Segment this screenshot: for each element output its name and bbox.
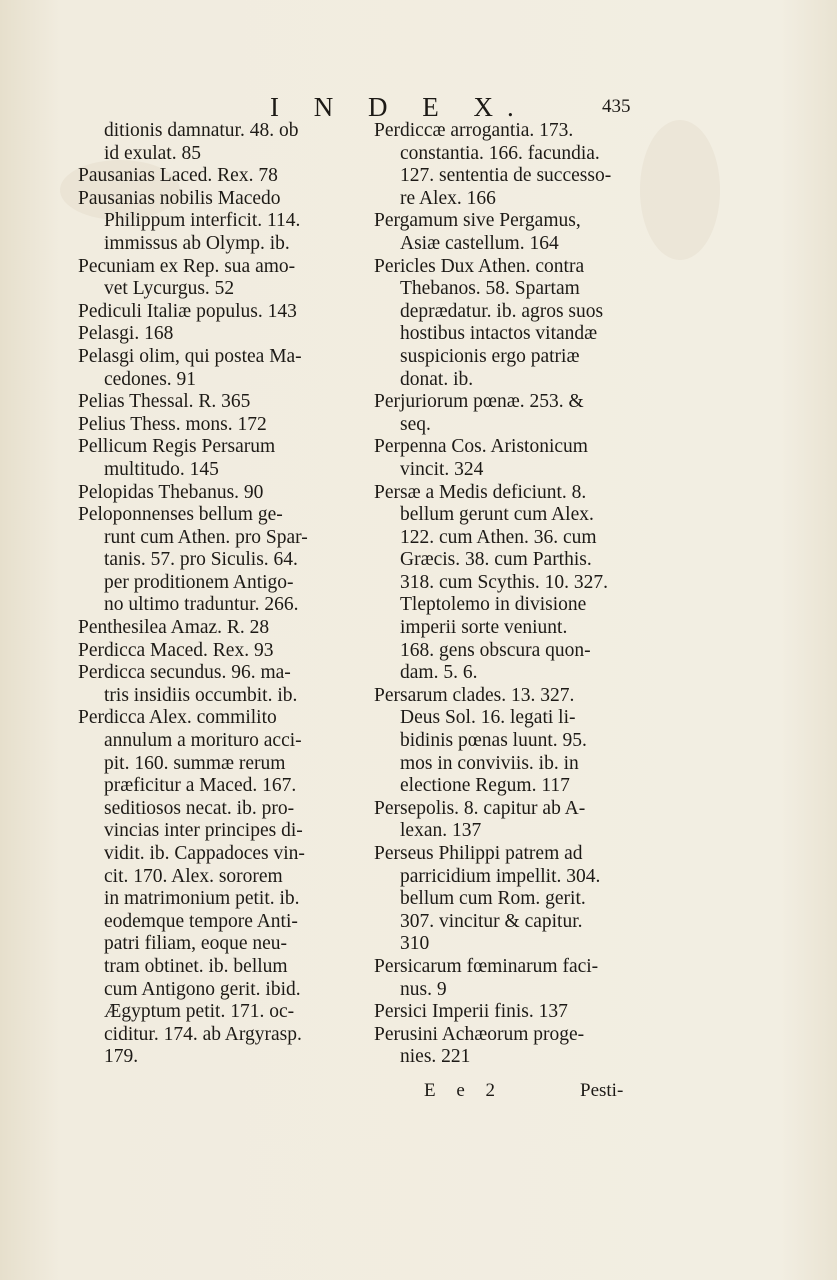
index-line: 179. [104, 1046, 139, 1068]
index-line: Pelias Thessal. R. 365 [78, 391, 251, 413]
index-line: Deus Sol. 16. legati li- [400, 707, 576, 729]
index-line: Perdicca Maced. Rex. 93 [78, 639, 274, 661]
index-line: Pericles Dux Athen. contra [374, 255, 585, 277]
index-line: 168. gens obscura quon- [400, 639, 591, 661]
index-line: no ultimo traduntur. 266. [104, 594, 299, 616]
index-line: electione Regum. 117 [400, 775, 570, 797]
index-line: præficitur a Maced. 167. [104, 775, 297, 797]
index-line: Peloponnenses bellum ge- [78, 504, 283, 526]
index-line: patri filiam, eoque neu- [104, 933, 288, 955]
index-line: 127. sententia de successo- [400, 165, 612, 187]
index-line: Pelius Thess. mons. 172 [78, 413, 267, 435]
index-line: Pausanias nobilis Macedo [78, 187, 281, 209]
index-line: Persarum clades. 13. 327. [374, 684, 575, 706]
index-line: annulum a morituro acci- [104, 730, 302, 752]
signature-mark: E e 2 [424, 1080, 504, 1101]
index-line: tris insidiis occumbit. ib. [104, 684, 298, 706]
index-line: Pelasgi. 168 [78, 323, 174, 345]
index-line: Perusini Achæorum proge- [374, 1023, 585, 1045]
index-line: vincias inter principes di- [104, 820, 303, 842]
index-line: Pausanias Laced. Rex. 78 [78, 165, 278, 187]
index-line: dam. 5. 6. [400, 662, 478, 684]
index-line: Ægyptum petit. 171. oc- [104, 1001, 295, 1023]
index-line: Persicarum fœminarum faci- [374, 955, 599, 977]
index-line: nies. 221 [400, 1046, 471, 1068]
page-footer [0, 1080, 837, 1106]
index-line: multitudo. 145 [104, 458, 219, 480]
index-line: tanis. 57. pro Siculis. 64. [104, 549, 298, 571]
index-line: 122. cum Athen. 36. cum [400, 526, 597, 548]
index-line: Pecuniam ex Rep. sua amo- [78, 255, 296, 277]
index-line: Thebanos. 58. Spartam [400, 278, 580, 300]
index-line: cum Antigono gerit. ibid. [104, 978, 301, 1000]
index-line: Pediculi Italiæ populus. 143 [78, 300, 297, 322]
index-line: Asiæ castellum. 164 [400, 232, 559, 254]
index-line: Pergamum sive Pergamus, [374, 210, 581, 232]
index-line: re Alex. 166 [400, 187, 496, 209]
index-line: tram obtinet. ib. bellum [104, 955, 288, 977]
index-line: Penthesilea Amaz. R. 28 [78, 617, 270, 639]
index-line: seditiosos necat. ib. pro- [104, 797, 295, 819]
index-line: Perjuriorum pœnæ. 253. & [374, 391, 584, 413]
index-line: bellum cum Rom. gerit. [400, 888, 586, 910]
index-line: Pelopidas Thebanus. 90 [78, 481, 264, 503]
index-line: pit. 160. summæ rerum [104, 752, 286, 774]
index-line: eodemque tempore Anti- [104, 910, 298, 932]
catchword: Pesti- [580, 1080, 624, 1101]
index-line: ditionis damnatur. 48. ob [104, 120, 299, 141]
index-line: ciditur. 174. ab Argyrasp. [104, 1023, 302, 1045]
index-line: Perpenna Cos. Aristonicum [374, 436, 588, 458]
index-line: mos in conviviis. ib. in [400, 752, 579, 774]
index-line: Persici Imperii finis. 137 [374, 1001, 568, 1023]
index-line: deprædatur. ib. agros suos [400, 300, 604, 322]
index-column-left [78, 120, 363, 1069]
index-line: nus. 9 [400, 978, 447, 1000]
index-line: Tleptolemo in divisione [400, 594, 587, 616]
index-line: cit. 170. Alex. sororem [104, 865, 283, 887]
index-line: Persæ a Medis deficiunt. 8. [374, 481, 587, 503]
index-title: I N D E X. [270, 92, 528, 122]
index-line: Græcis. 38. cum Parthis. [400, 549, 592, 571]
index-line: immissus ab Olymp. ib. [104, 232, 290, 254]
index-line: vet Lycurgus. 52 [104, 278, 235, 300]
index-line: vincit. 324 [400, 458, 484, 480]
index-line: 307. vincitur & capitur. [400, 910, 583, 932]
index-line: Perdicca Alex. commilito [78, 707, 277, 729]
index-line: Pelasgi olim, qui postea Ma- [78, 345, 302, 367]
index-line: Perdicca secundus. 96. ma- [78, 662, 291, 684]
index-line: Perdiccæ arrogantia. 173. [374, 120, 574, 141]
index-line: runt cum Athen. pro Spar- [104, 526, 308, 548]
index-line: imperii sorte veniunt. [400, 617, 568, 639]
index-line: per proditionem Antigo- [104, 571, 294, 593]
index-line: lexan. 137 [400, 820, 482, 842]
index-line: in matrimonium petit. ib. [104, 888, 300, 910]
index-line: vidit. ib. Cappadoces vin- [104, 843, 305, 864]
index-line: Philippum interficit. 114. [104, 210, 301, 232]
index-line: bidinis pœnas luunt. 95. [400, 730, 587, 752]
index-column-right [374, 120, 659, 1069]
index-line: Pellicum Regis Persarum [78, 436, 276, 458]
index-line: 310 [400, 933, 430, 955]
index-line: constantia. 166. facundia. [400, 142, 600, 164]
page-number: 435 [602, 96, 631, 117]
index-line: id exulat. 85 [104, 142, 201, 164]
index-line: seq. [400, 413, 431, 435]
index-line: 318. cum Scythis. 10. 327. [400, 571, 608, 593]
index-line: hostibus intactos vitandæ [400, 323, 598, 345]
index-line: suspicionis ergo patriæ [400, 345, 580, 367]
index-line: donat. ib. [400, 368, 474, 390]
index-line: Perseus Philippi patrem ad [374, 843, 583, 864]
index-line: cedones. 91 [104, 368, 197, 390]
index-line: bellum gerunt cum Alex. [400, 504, 594, 526]
index-line: parricidium impellit. 304. [400, 865, 601, 887]
index-line: Persepolis. 8. capitur ab A- [374, 797, 586, 819]
